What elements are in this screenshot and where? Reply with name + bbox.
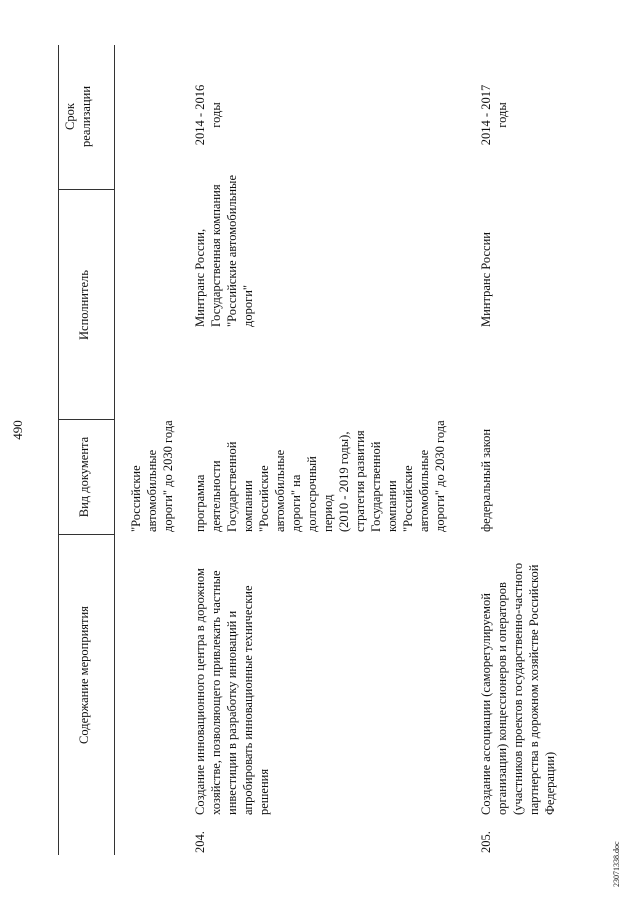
row-doc-type	[192, 420, 448, 532]
page-number: 490	[10, 420, 25, 440]
doc-type-line: деятельности	[209, 460, 223, 532]
column-divider-3	[58, 189, 114, 190]
continuation-line: автомобильные	[145, 449, 159, 532]
column-divider-2	[58, 419, 114, 420]
continuation-line: дороги" до 2030 года	[161, 420, 175, 532]
doc-type-line: дороги" на	[289, 474, 303, 532]
doc-type-line: дороги" до 2030 года	[433, 420, 447, 532]
executor-line: Государственная компания	[209, 184, 223, 327]
header-term-line-1: Срок	[63, 103, 77, 130]
content-line: Федерации)	[543, 751, 557, 815]
continuation-cell	[128, 420, 176, 532]
doc-type-line: Государственной	[225, 441, 239, 532]
doc-type-line: автомобильные	[273, 449, 287, 532]
header-term	[62, 45, 94, 188]
term-line: 2014 - 2016	[193, 84, 207, 146]
continuation-line: "Российские	[129, 465, 143, 532]
doc-type-line: стратегия развития	[353, 430, 367, 532]
term-line: годы	[209, 102, 223, 128]
row-doc-type	[478, 429, 494, 532]
content-line: организации) концессионеров и операторов	[495, 582, 509, 815]
doc-type-line: компании	[385, 480, 399, 532]
content-line: хозяйстве, позволяющего привлекать частные	[209, 570, 223, 815]
row-number: 205.	[479, 831, 493, 853]
header-content: Содержание мероприятия	[77, 606, 91, 744]
doc-type-line: период	[321, 494, 335, 532]
content-line: (участников проектов государственно-частного	[511, 562, 525, 815]
row-term	[478, 60, 510, 170]
row-content	[478, 563, 558, 815]
row-executor	[192, 175, 256, 327]
doc-type-line: компании	[241, 480, 255, 532]
content-line: инвестиции в разработку инноваций и	[225, 610, 239, 815]
doc-type-line: (2010 - 2019 годы),	[337, 431, 351, 532]
term-line: годы	[495, 102, 509, 128]
content-line: решения	[257, 768, 271, 815]
row-content	[192, 568, 272, 815]
doc-type-line: "Российские	[401, 465, 415, 532]
content-line: апробировать инновационные технические	[241, 585, 255, 815]
doc-type-line: Государственной	[369, 441, 383, 532]
header-term-line-2: реализации	[79, 85, 93, 148]
header-doc-type: Вид документа	[77, 436, 91, 518]
content-line: Создание инновационного центра в дорожном	[193, 568, 207, 815]
header-executor: Исполнитель	[77, 270, 91, 340]
row-number: 204.	[193, 831, 207, 853]
content-line: Создание ассоциации (саморегулируемой	[479, 593, 493, 815]
doc-type-line: автомобильные	[417, 449, 431, 532]
executor-line: "Российские автомобильные	[225, 175, 239, 327]
row-executor	[478, 232, 494, 327]
table-header-rule	[114, 45, 115, 855]
doc-type-line: программа	[193, 474, 207, 532]
doc-type-line: "Российские	[257, 465, 271, 532]
executor-line: Минтранс России	[479, 232, 493, 327]
executor-line: Минтранс России,	[193, 228, 207, 327]
term-line: 2014 - 2017	[479, 84, 493, 146]
doc-type-line: федеральный закон	[479, 428, 493, 532]
doc-type-line: долгосрочный	[305, 456, 319, 532]
content-line: партнерства в дорожном хозяйстве Российской	[527, 564, 541, 815]
executor-line: дороги"	[241, 284, 255, 327]
document-id: 23071338.doc	[612, 841, 621, 887]
row-term	[192, 60, 224, 170]
table-top-rule	[58, 45, 59, 855]
